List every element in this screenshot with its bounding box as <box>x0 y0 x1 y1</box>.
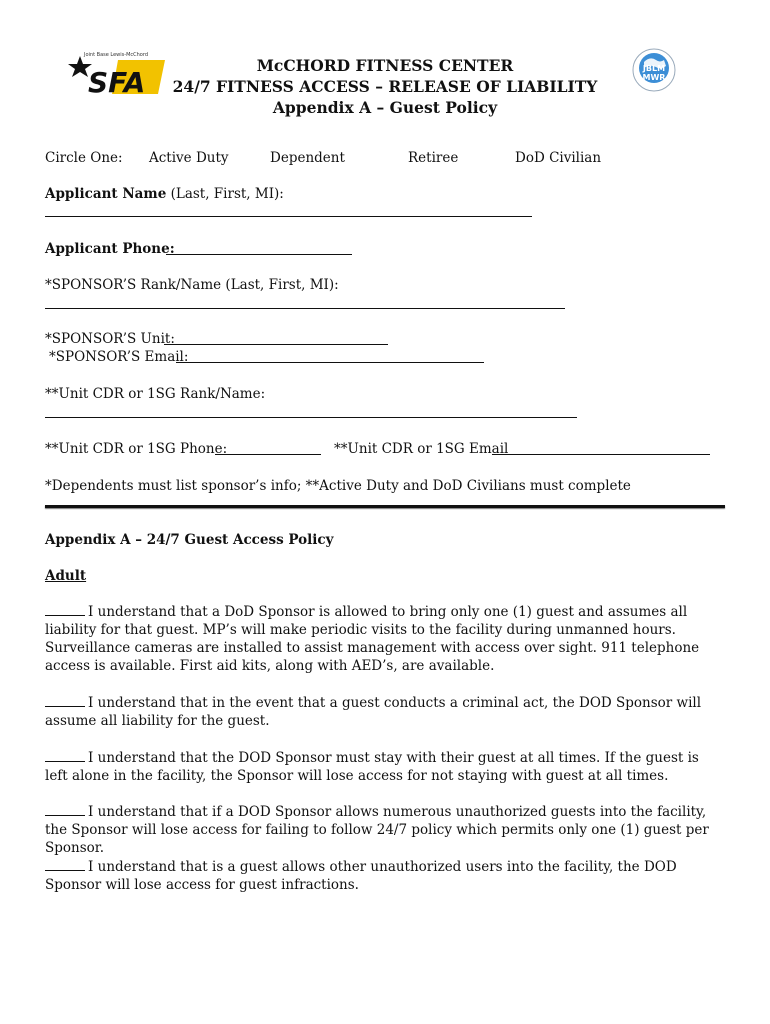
policy-subheading-adult: Adult <box>45 568 87 584</box>
policy-item-text: I understand that in the event that a guest conducts a criminal act, the DOD Sponsor will assume all liability for the guest. <box>45 695 702 729</box>
page-title <box>0 55 770 118</box>
title-line-1: McCHORD FITNESS CENTER <box>256 56 514 75</box>
sponsor-unit-label: *SPONSOR’S Unit: <box>45 331 175 347</box>
unit-cdr-rank-name-field[interactable] <box>45 417 577 418</box>
policy-item-text: I understand that is a guest allows other unauthorized users into the facility, the DOD Sponsor will lose access for guest infractions. <box>45 859 677 893</box>
applicant-phone-field[interactable] <box>166 254 352 255</box>
section-divider <box>45 505 725 508</box>
initial-blank-4[interactable] <box>45 803 85 816</box>
sponsor-unit-field[interactable] <box>164 344 388 345</box>
unit-cdr-email-field[interactable] <box>492 454 710 455</box>
option-active-duty[interactable]: Active Duty <box>149 150 229 166</box>
policy-item-3 <box>45 749 725 785</box>
initial-blank-3[interactable] <box>45 749 85 762</box>
applicant-phone-label: Applicant Phone: <box>45 241 175 257</box>
option-dod-civilian[interactable]: DoD Civilian <box>515 150 602 166</box>
applicant-name-field[interactable] <box>45 216 532 217</box>
policy-item-5 <box>45 858 725 894</box>
applicant-name-label-rest: (Last, First, MI): <box>166 186 284 202</box>
sponsor-email-label: *SPONSOR’S Email: <box>49 349 189 365</box>
policy-item-text: I understand that the DOD Sponsor must stay with their guest at all times. If the guest is left alone in the facility, the Sponsor will lose access for not staying with guest at all times. <box>45 750 699 784</box>
initial-blank-1[interactable] <box>45 603 85 616</box>
policy-item-text: I understand that a DoD Sponsor is allowed to bring only one (1) guest and assumes all liability for that guest. MP’s will make periodic visits to the facility during unmanned hours. Surveillance cameras are installed to assist management with access over sight. 911 telephone access is available. First aid kits, along with AED’s, are available. <box>45 604 700 674</box>
unit-cdr-rank-name-label: **Unit CDR or 1SG Rank/Name: <box>45 386 266 402</box>
svg-text:SFA: SFA <box>88 66 146 98</box>
policy-item-text: I understand that if a DOD Sponsor allows numerous unauthorized guests into the facility, the Sponsor will lose access for failing to follow 24/7 policy which permits only one (1) guest per Sponsor. <box>45 804 709 856</box>
unit-cdr-phone-field[interactable] <box>215 454 321 455</box>
sponsor-email-field[interactable] <box>176 362 484 363</box>
sfa-logo-caption: Joint Base Lewis-McChord <box>84 52 148 58</box>
unit-cdr-phone-label: **Unit CDR or 1SG Phone: <box>45 441 228 457</box>
initial-blank-5[interactable] <box>45 858 85 871</box>
option-dependent[interactable]: Dependent <box>270 150 345 166</box>
option-retiree[interactable]: Retiree <box>408 150 459 166</box>
sponsor-rank-name-field[interactable] <box>45 308 565 309</box>
circle-one-label: Circle One: <box>45 150 123 166</box>
title-line-2: 24/7 FITNESS ACCESS – RELEASE OF LIABILITY <box>172 77 598 96</box>
applicant-name-label <box>45 185 284 203</box>
applicant-name-label-bold: Applicant Name <box>45 186 167 202</box>
initial-blank-2[interactable] <box>45 694 85 707</box>
policy-heading: Appendix A – 24/7 Guest Access Policy <box>45 532 334 548</box>
mwr-logo-label: JBLM MWR <box>642 64 666 82</box>
unit-cdr-email-label: **Unit CDR or 1SG Email <box>334 441 509 457</box>
title-line-3: Appendix A – Guest Policy <box>272 98 498 117</box>
sponsor-rank-name-label: *SPONSOR’S Rank/Name (Last, First, MI): <box>45 277 339 293</box>
policy-item-2 <box>45 694 725 730</box>
dependents-note: *Dependents must list sponsor’s info; **Active Duty and DoD Civilians must complete <box>45 478 631 494</box>
policy-item-1 <box>45 603 725 675</box>
policy-item-4 <box>45 803 725 857</box>
